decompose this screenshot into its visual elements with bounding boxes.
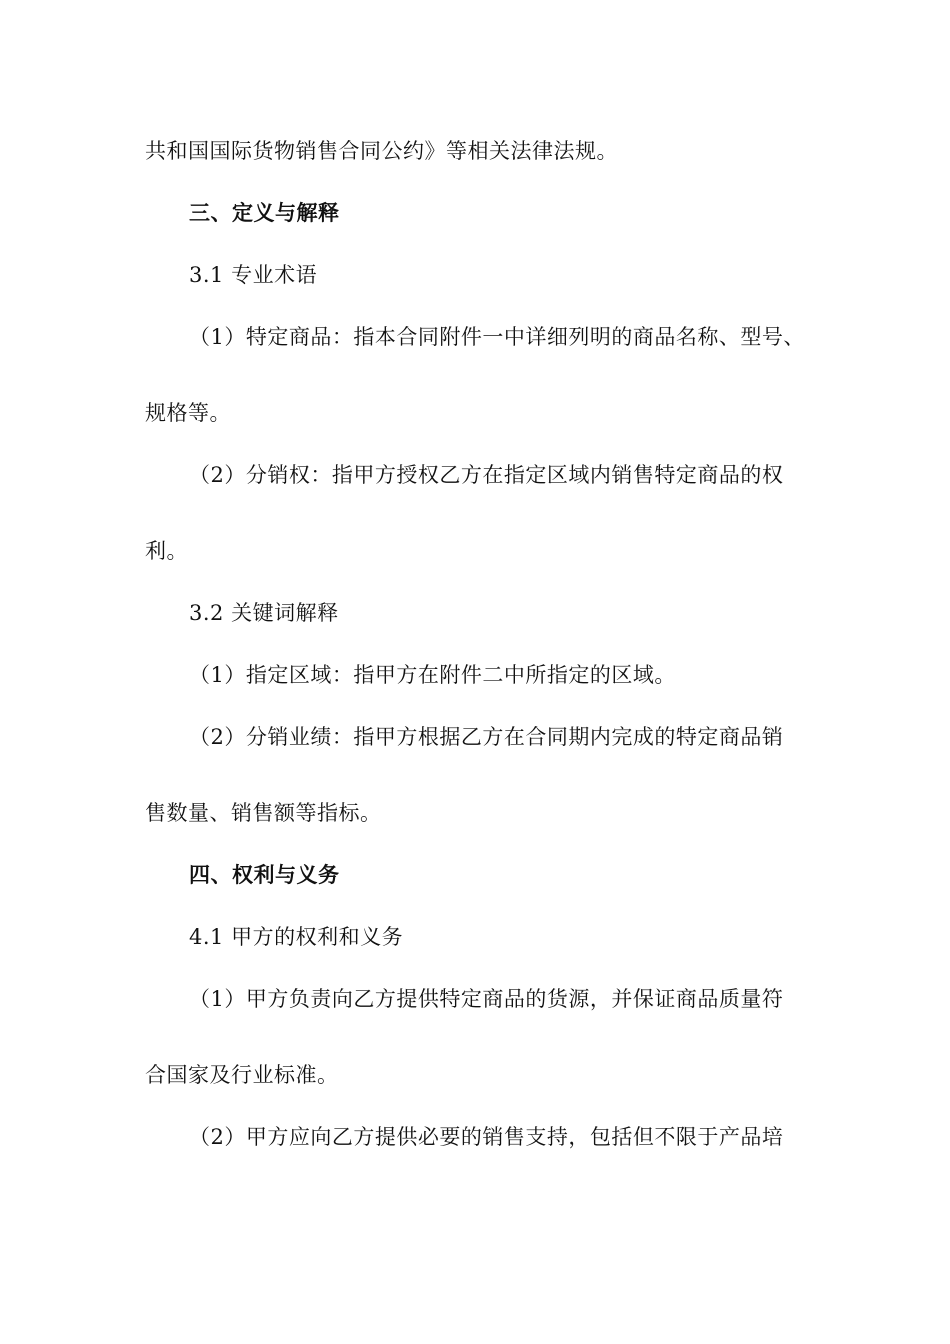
paragraph-line: （1）甲方负责向乙方提供特定商品的货源，并保证商品质量符 bbox=[189, 987, 784, 1011]
paragraph-line: 售数量、销售额等指标。 bbox=[145, 801, 382, 825]
paragraph-continuation: 共和国国际货物销售合同公约》等相关法律法规。 bbox=[145, 139, 618, 163]
subsection-heading-3-2: 3.2 关键词解释 bbox=[189, 601, 339, 625]
paragraph-line: （2）甲方应向乙方提供必要的销售支持，包括但不限于产品培 bbox=[189, 1125, 784, 1149]
paragraph-line: （2）分销权：指甲方授权乙方在指定区域内销售特定商品的权 bbox=[189, 463, 784, 487]
section-heading-3: 三、定义与解释 bbox=[189, 201, 340, 225]
paragraph-line: 合国家及行业标准。 bbox=[145, 1063, 339, 1087]
paragraph-line: （2）分销业绩：指甲方根据乙方在合同期内完成的特定商品销 bbox=[189, 725, 784, 749]
paragraph-line: （1）指定区域：指甲方在附件二中所指定的区域。 bbox=[189, 663, 676, 687]
paragraph-line: 利。 bbox=[145, 539, 188, 563]
subsection-heading-3-1: 3.1 专业术语 bbox=[189, 263, 318, 287]
section-heading-4: 四、权利与义务 bbox=[189, 863, 340, 887]
subsection-heading-4-1: 4.1 甲方的权利和义务 bbox=[189, 925, 404, 949]
paragraph-line: 规格等。 bbox=[145, 401, 231, 425]
paragraph-line: （1）特定商品：指本合同附件一中详细列明的商品名称、型号、 bbox=[189, 325, 805, 349]
